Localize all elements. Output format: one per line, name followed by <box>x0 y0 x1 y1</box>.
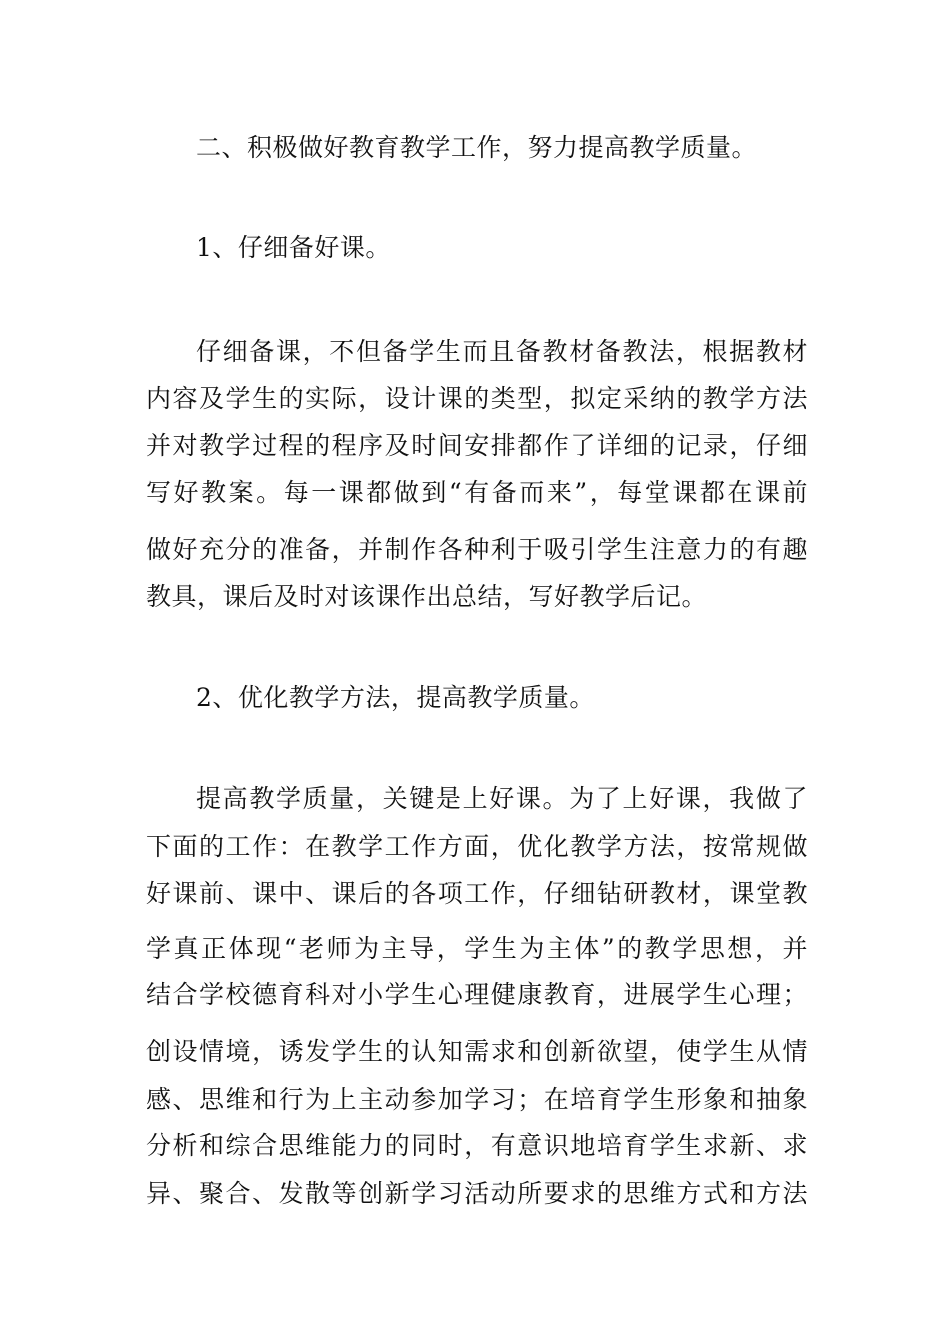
paragraph-2-line: 好课前、课中、课后的各项工作，仔细钻研教材，课堂教 <box>146 879 808 908</box>
paragraph-1-line: 写好教案。每一课都做到“有备而来”，每堂课都在课前 <box>146 478 808 507</box>
section-heading: 二、积极做好教育教学工作，努力提高教学质量。 <box>196 133 758 162</box>
paragraph-2-line: 异、聚合、发散等创新学习活动所要求的思维方式和方法 <box>146 1179 808 1208</box>
paragraph-1-line: 仔细备课，不但备学生而且备教材备教法，根据教材 <box>196 337 808 366</box>
item-2-title: 2、优化教学方法，提高教学质量。 <box>196 683 595 712</box>
paragraph-1-line: 做好充分的准备，并制作各种利于吸引学生注意力的有趣 <box>146 535 808 564</box>
paragraph-2-line: 分析和综合思维能力的同时，有意识地培育学生求新、求 <box>146 1131 808 1160</box>
paragraph-2-line: 学真正体现“老师为主导，学生为主体”的教学思想，并 <box>146 934 808 963</box>
paragraph-1-line: 并对教学过程的程序及时间安排都作了详细的记录，仔细 <box>146 431 808 460</box>
paragraph-2-line: 创设情境，诱发学生的认知需求和创新欲望，使学生从情 <box>146 1037 808 1066</box>
item-1-title: 1、仔细备好课。 <box>196 233 391 262</box>
paragraph-2-line: 提高教学质量，关键是上好课。为了上好课，我做了 <box>196 784 808 813</box>
paragraph-2-line: 感、思维和行为上主动参加学习；在培育学生形象和抽象 <box>146 1085 808 1114</box>
paragraph-1-line: 内容及学生的实际，设计课的类型，拟定采纳的教学方法 <box>146 384 808 413</box>
paragraph-2-line: 结合学校德育科对小学生心理健康教育，进展学生心理； <box>146 980 808 1009</box>
paragraph-1-line: 教具，课后及时对该课作出总结，写好教学后记。 <box>146 582 708 611</box>
paragraph-2-line: 下面的工作：在教学工作方面，优化教学方法，按常规做 <box>146 832 808 861</box>
